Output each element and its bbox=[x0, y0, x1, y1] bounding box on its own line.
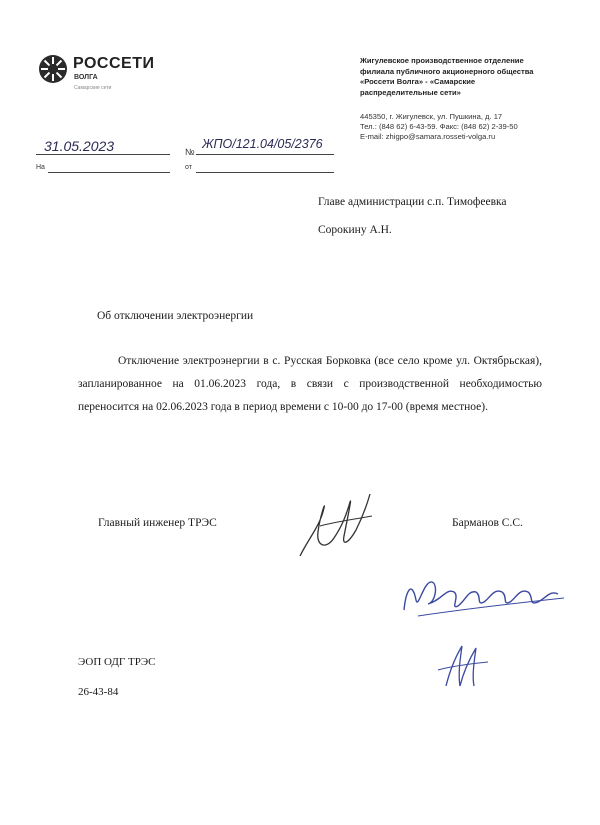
signature-image bbox=[290, 486, 380, 566]
body-text: Отключение электроэнергии в с. Русская Борковка (все село кроме ул. Октябрьская), запланированное на 01.06.2023 года, в связи с производственной необходимостью переносится на 02.06.2023 года в период времени с 10-00 до 17-00 (время местное). bbox=[78, 355, 542, 413]
from-line bbox=[196, 172, 334, 173]
logo-name: РОССЕТИ bbox=[73, 55, 155, 72]
reg-date: 31.05.2023 bbox=[44, 138, 115, 154]
signatory-name: Барманов С.С. bbox=[452, 517, 523, 529]
footer-phone: 26-43-84 bbox=[78, 686, 119, 698]
from-label: от bbox=[185, 164, 192, 171]
org-line-1: Жигулевское производственное отделение bbox=[360, 56, 524, 65]
address-line-2: Тел.: (848 62) 6-43-59. Факс: (848 62) 2-39-50 bbox=[360, 122, 518, 132]
date-line bbox=[36, 154, 170, 155]
address-line-1: 445350, г. Жигулевск, ул. Пушкина, д. 17 bbox=[360, 112, 503, 121]
number-label: № bbox=[185, 147, 195, 157]
logo-region: ВОЛГА bbox=[74, 74, 98, 81]
recipient-line-1: Главе администрации с.п. Тимофеевка bbox=[318, 196, 507, 208]
ref-label: На bbox=[36, 164, 45, 171]
signatory-position: Главный инженер ТРЭС bbox=[98, 517, 217, 529]
address-line-3: E-mail: zhigpo@samara.rosseti-volga.ru bbox=[360, 132, 496, 142]
ref-line bbox=[48, 172, 170, 173]
handwritten-note-image bbox=[398, 570, 568, 620]
reg-number: ЖПО/121.04/05/2376 bbox=[202, 137, 323, 151]
organization-block bbox=[360, 56, 570, 98]
number-line bbox=[196, 154, 334, 155]
org-line-2: филиала публичного акционерного общества bbox=[360, 66, 534, 76]
rosseti-logo-icon bbox=[38, 54, 68, 84]
org-line-3: «Россети Волга» - «Самарские bbox=[360, 77, 476, 86]
footer-department: ЭОП ОДГ ТРЭС bbox=[78, 656, 156, 668]
subject: Об отключении электроэнергии bbox=[97, 310, 254, 322]
body-paragraph bbox=[78, 350, 542, 419]
address-block bbox=[360, 112, 580, 143]
recipient-line-2: Сорокину А.Н. bbox=[318, 224, 392, 236]
org-line-4: распределительные сети» bbox=[360, 87, 461, 97]
logo-tagline: Самарские сети bbox=[74, 85, 112, 91]
initials-signature-image bbox=[432, 640, 492, 695]
